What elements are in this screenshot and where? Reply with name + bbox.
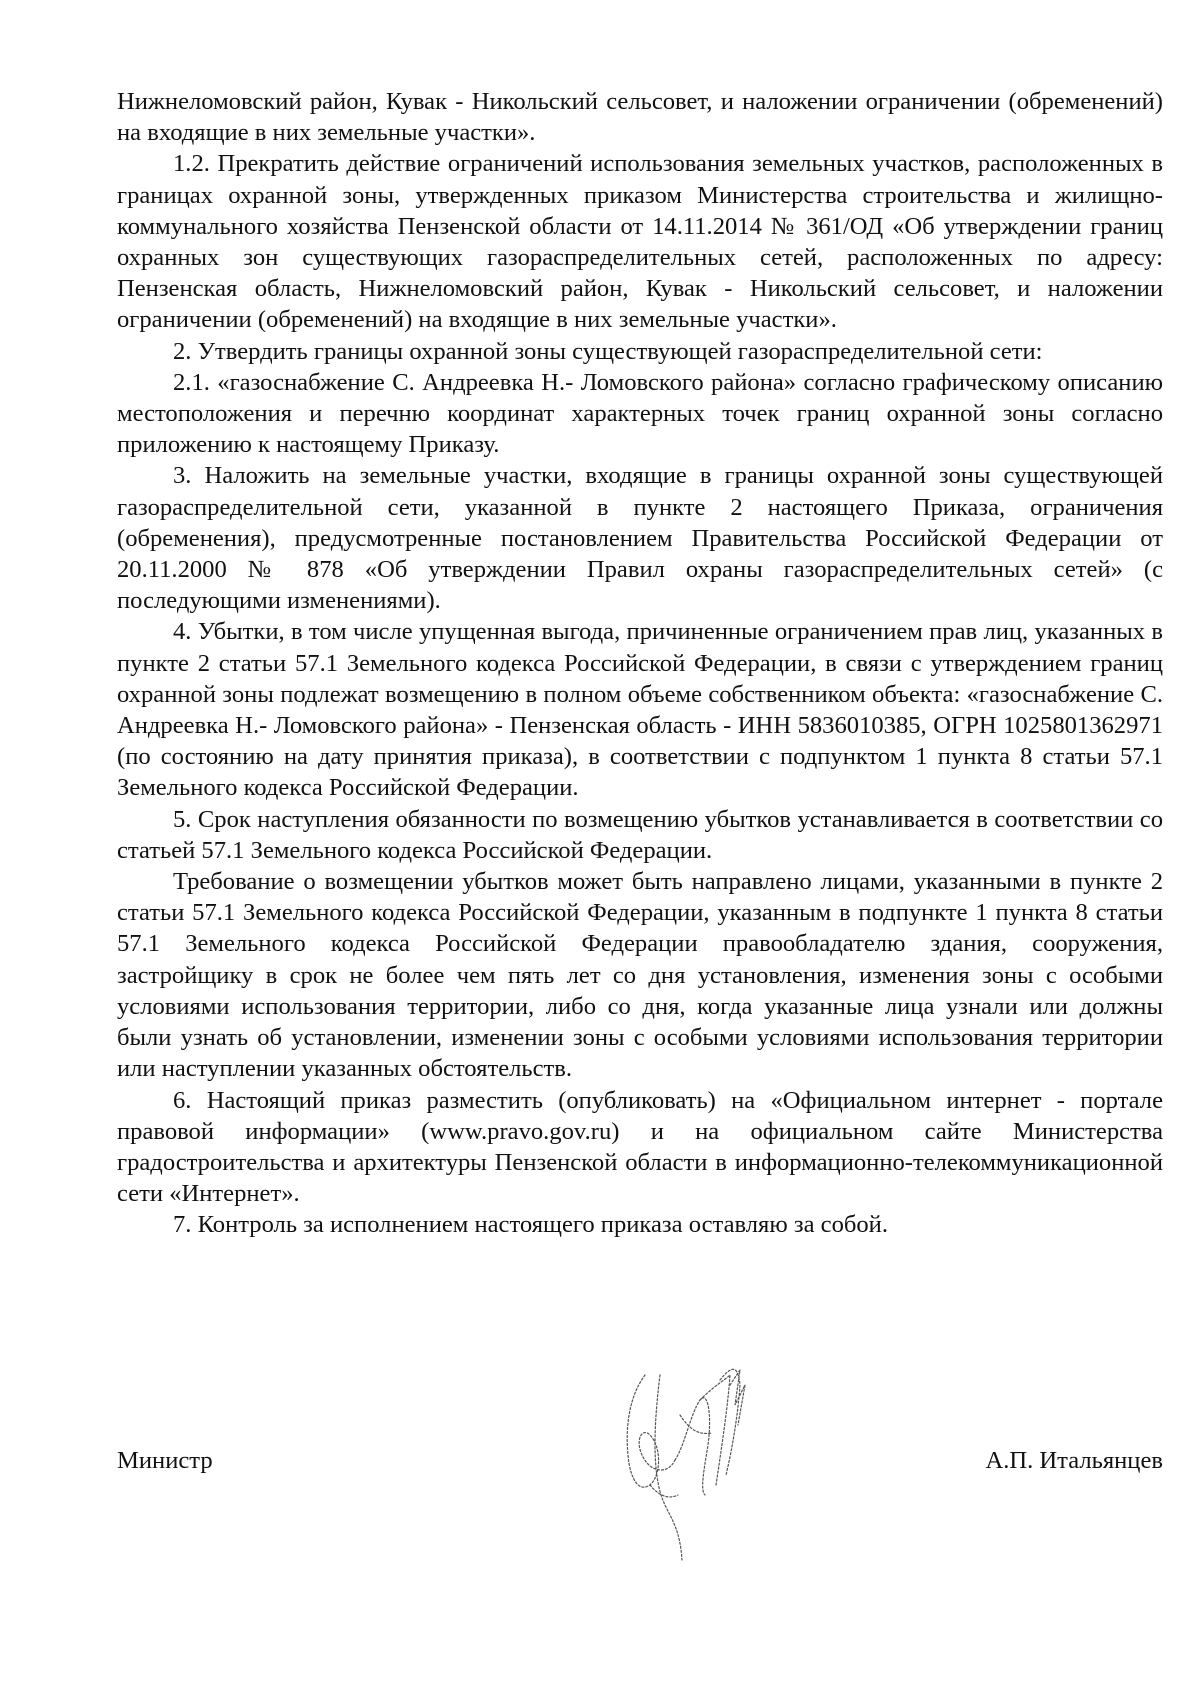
signature-block — [117, 1445, 1163, 1485]
signer-name: А.П. Итальянцев — [985, 1447, 1163, 1474]
paragraph-7: 7. Контроль за исполнением настоящего приказа оставляю за собой. — [173, 1211, 888, 1239]
paragraph-4: 4. Убытки, в том числе упущенная выгода, причиненные ограничением прав лиц, указанных в пункте 2 статьи 57.1 Земельного кодекса Российской Федерации, в связи с утверждением границ охранной зоны подлежат возмещению в полном объеме собственником объекта: «газоснабжение С. Андреевка Н.- Ломовского района» - Пензенская область - ИНН 5836010385, ОГРН 1025801362971 (по состоянию на дату принятия приказа), в соответствии с подпунктом 1 пункта 8 статьи 57.1 Земельного кодекса Российской Федерации. — [117, 618, 1163, 802]
signer-position: Министр — [117, 1447, 213, 1474]
paragraph-2: 2. Утвердить границы охранной зоны существующей газораспределительной сети: — [173, 337, 1043, 365]
paragraph-5-requirement: Требование о возмещении убытков может быть направлено лицами, указанными в пункте 2 статьи 57.1 Земельного кодекса Российской Федерации, указанным в подпункте 1 пункта 8 статьи 57.1 Земельного кодекса Российской Федерации правообладателю здания, сооружения, застройщику в срок не более чем пять лет со дня установления, изменения зоны с особыми условиями использования территории, либо со дня, когда указанные лица узнали или должны были узнать об установлении, изменении зоны с особыми условиями использования территории или наступлении указанных обстоятельств. — [117, 868, 1163, 1083]
paragraph-5: 5. Срок наступления обязанности по возмещению убытков устанавливается в соответствии со статьей 57.1 Земельного кодекса Российской Федерации. — [117, 805, 1163, 864]
paragraph-2-1: 2.1. «газоснабжение С. Андреевка Н.- Ломовского района» согласно графическому описанию местоположения и перечню координат характерных точек границ охранной зоны согласно приложению к настоящему Приказу. — [117, 368, 1163, 459]
paragraph-3: 3. Наложить на земельные участки, входящие в границы охранной зоны существующей газораспределительной сети, указанной в пункте 2 настоящего Приказа, ограничения (обременения), предусмотренные постановлением Правительства Российской Федерации от 20.11.2000 № 878 «Об утверждении Правил охраны газораспределительных сетей» (с последующими изменениями). — [117, 462, 1163, 615]
paragraph-continuation: Нижнеломовский район, Кувак - Никольский сельсовет, и наложении ограничении (обременений) на входящие в них земельные участки». — [117, 88, 1163, 147]
paragraph-6: 6. Настоящий приказ разместить (опубликовать) на «Официальном интернет - портале правовой информации» (www.pravo.gov.ru) и на официальном сайте Министерства градостроительства и архитектуры Пензенской области в информационно-телекоммуникационной сети «Интернет». — [117, 1086, 1163, 1208]
document-body — [117, 86, 1163, 1241]
paragraph-1-2: 1.2. Прекратить действие ограничений использования земельных участков, расположенных в границах охранной зоны, утвержденных приказом Министерства строительства и жилищно-коммунального хозяйства Пензенской области от 14.11.2014 № 361/ОД «Об утверждении границ охранных зон существующих газораспределительных сетей, расположенных по адресу: Пензенская область, Нижнеломовский район, Кувак - Никольский сельсовет, и наложении ограничении (обременений) на входящие в них земельные участки». — [117, 150, 1163, 334]
